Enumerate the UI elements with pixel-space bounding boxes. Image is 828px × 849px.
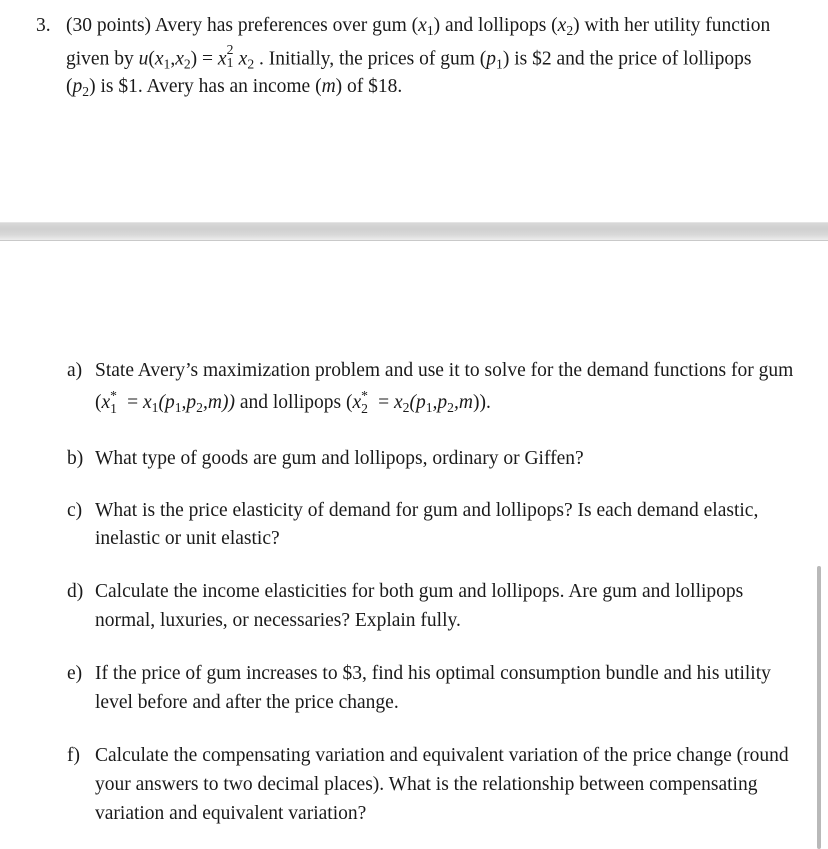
question-e-label: e) [67,663,83,684]
vertical-scrollbar[interactable] [817,566,821,849]
question-d-line-1: Calculate the income elasticities for both gum and lollipops. Are gum and lollipops [95,581,744,602]
problem-number: 3. [36,15,51,36]
page-divider [0,222,828,241]
question-c-line-2: inelastic or unit elastic? [95,528,280,549]
problem-intro-line-3: $(p_2)$ is $1. Avery has an income (m) of $18. [66,76,403,100]
question-b-label: b) [67,448,84,469]
question-c-label: c) [67,500,83,521]
question-a-label: a) [67,360,83,381]
question-e-line-1: If the price of gum increases to $3, find his optimal consumption bundle and his utility [95,663,771,684]
question-d-label: d) [67,581,84,602]
question-f-label: f) [67,745,80,766]
question-d-line-2: normal, luxuries, or necessaries? Explain fully. [95,610,461,631]
question-f-line-2: your answers to two decimal places). What is the relationship between compensating [95,774,758,795]
question-e-line-2: level before and after the price change. [95,692,399,713]
question-b-line-1: What type of goods are gum and lollipops, ordinary or Giffen? [95,448,584,469]
question-f-line-1: Calculate the compensating variation and equivalent variation of the price change (round [95,745,789,766]
question-c-line-1: What is the price elasticity of demand for gum and lollipops? Is each demand elastic, [95,500,759,521]
question-a-line-2: (x * 1 = $x_1(p_1,p_2,m)$) and lollipops (x * 2 = $x_2(p_1,p_2,m)$). [95,388,491,417]
question-f-line-3: variation and equivalent variation? [95,803,367,824]
problem-intro-line-2: given by $u(x_1,x_2) = x$ 2 1 $x_2$ . Initially, the prices of gum $(p_1)$ is $2 and the price of lollipops [66,41,752,72]
question-a-line-1: State Avery’s maximization problem and use it to solve for the demand functions for gum [95,360,794,381]
problem-intro-line-1: (30 points) Avery has preferences over gum $(x_1)$ and lollipops $(x_2)$ with her utility function [66,15,771,39]
